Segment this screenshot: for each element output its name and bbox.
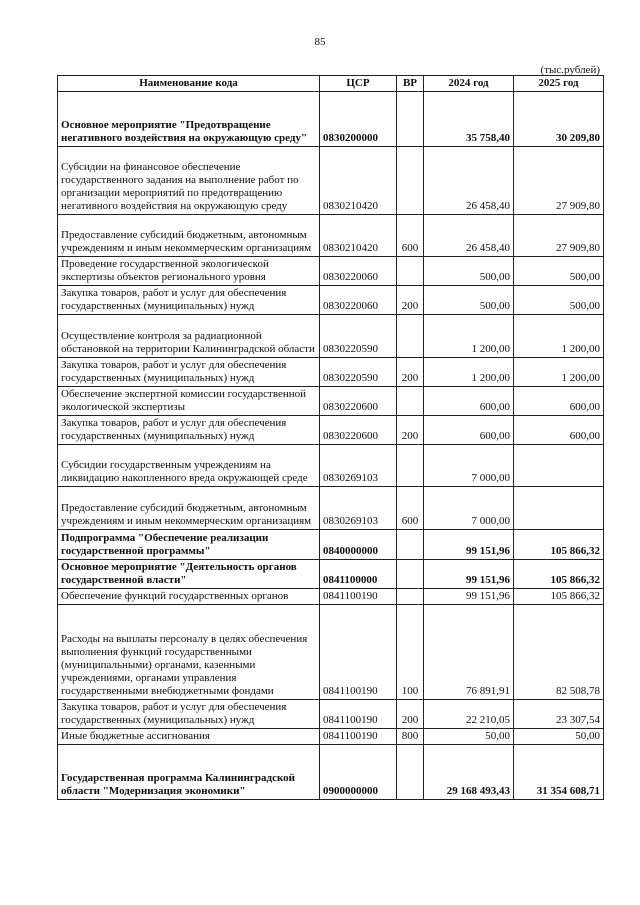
row-csr: 0830200000 [320, 92, 397, 147]
row-vr: 600 [397, 487, 424, 530]
row-2025: 105 866,32 [514, 530, 604, 560]
row-vr: 200 [397, 700, 424, 729]
row-vr [397, 589, 424, 605]
row-name: Основное мероприятие "Предотвращение негативного воздействия на окружающую среду" [58, 92, 320, 147]
row-2024: 99 151,96 [424, 560, 514, 589]
row-vr: 200 [397, 358, 424, 387]
row-vr [397, 560, 424, 589]
header-row [58, 76, 604, 92]
row-2025: 500,00 [514, 257, 604, 286]
row-csr: 0841100190 [320, 700, 397, 729]
row-2025: 1 200,00 [514, 315, 604, 358]
row-csr: 0830220060 [320, 257, 397, 286]
row-2025: 23 307,54 [514, 700, 604, 729]
header-2024: 2024 год [424, 76, 514, 92]
row-vr: 200 [397, 416, 424, 445]
row-2025 [514, 445, 604, 487]
row-name: Предоставление субсидий бюджетным, автономным учреждениям и иным некоммерческим организациям [58, 487, 320, 530]
row-vr [397, 745, 424, 800]
row-2025: 30 209,80 [514, 92, 604, 147]
row-vr [397, 315, 424, 358]
table-row [58, 315, 604, 358]
row-2025: 50,00 [514, 729, 604, 745]
row-2024: 50,00 [424, 729, 514, 745]
budget-table [57, 75, 604, 800]
row-2024: 76 891,91 [424, 605, 514, 700]
header-name: Наименование кода [58, 76, 320, 92]
row-name: Закупка товаров, работ и услуг для обеспечения государственных (муниципальных) нужд [58, 416, 320, 445]
row-2025: 27 909,80 [514, 147, 604, 215]
row-csr: 0830220590 [320, 358, 397, 387]
table-row [58, 387, 604, 416]
table-row [58, 147, 604, 215]
row-name: Закупка товаров, работ и услуг для обеспечения государственных (муниципальных) нужд [58, 358, 320, 387]
row-csr: 0830220600 [320, 416, 397, 445]
row-csr: 0830220600 [320, 387, 397, 416]
row-2025: 105 866,32 [514, 560, 604, 589]
row-name: Субсидии на финансовое обеспечение государственного задания на выполнение работ по организации мероприятий по предотвращению негативного воздействия на окружающую среду [58, 147, 320, 215]
table-row [58, 215, 604, 257]
header-csr: ЦСР [320, 76, 397, 92]
row-name: Основное мероприятие "Деятельность органов государственной власти" [58, 560, 320, 589]
table-row [58, 729, 604, 745]
row-2024: 600,00 [424, 387, 514, 416]
row-csr: 0840000000 [320, 530, 397, 560]
row-name: Обеспечение функций государственных органов [58, 589, 320, 605]
row-csr: 0830269103 [320, 445, 397, 487]
row-2025: 27 909,80 [514, 215, 604, 257]
header-2025: 2025 год [514, 76, 604, 92]
row-2024: 7 000,00 [424, 445, 514, 487]
row-name: Субсидии государственным учреждениям на ликвидацию накопленного вреда окружающей среде [58, 445, 320, 487]
row-name: Закупка товаров, работ и услуг для обеспечения государственных (муниципальных) нужд [58, 700, 320, 729]
row-2024: 1 200,00 [424, 358, 514, 387]
table-row [58, 530, 604, 560]
row-csr: 0830220590 [320, 315, 397, 358]
row-name: Закупка товаров, работ и услуг для обеспечения государственных (муниципальных) нужд [58, 286, 320, 315]
row-2025: 105 866,32 [514, 589, 604, 605]
row-2025: 600,00 [514, 416, 604, 445]
table-row [58, 416, 604, 445]
header-vr: ВР [397, 76, 424, 92]
row-2024: 99 151,96 [424, 530, 514, 560]
row-csr: 0841100190 [320, 605, 397, 700]
row-2024: 26 458,40 [424, 215, 514, 257]
row-name: Государственная программа Калининградской области "Модернизация экономики" [58, 745, 320, 800]
row-csr: 0830210420 [320, 215, 397, 257]
row-csr: 0900000000 [320, 745, 397, 800]
row-2025: 500,00 [514, 286, 604, 315]
table-row [58, 560, 604, 589]
row-vr [397, 147, 424, 215]
row-name: Расходы на выплаты персоналу в целях обеспечения выполнения функций государственными (муниципальными) органами, казенными учреждениями, органами управления государственными внебюджетными фондами [58, 605, 320, 700]
table-row [58, 445, 604, 487]
row-2024: 29 168 493,43 [424, 745, 514, 800]
row-2024: 22 210,05 [424, 700, 514, 729]
row-vr: 800 [397, 729, 424, 745]
row-csr: 0830269103 [320, 487, 397, 530]
row-csr: 0830220060 [320, 286, 397, 315]
row-vr: 600 [397, 215, 424, 257]
row-2025: 31 354 608,71 [514, 745, 604, 800]
row-2025: 600,00 [514, 387, 604, 416]
row-vr: 200 [397, 286, 424, 315]
row-vr [397, 92, 424, 147]
row-2025: 82 508,78 [514, 605, 604, 700]
table-row [58, 257, 604, 286]
row-name: Проведение государственной экологической экспертизы объектов регионального уровня [58, 257, 320, 286]
table-row [58, 605, 604, 700]
row-name: Иные бюджетные ассигнования [58, 729, 320, 745]
row-2024: 500,00 [424, 257, 514, 286]
row-2024: 1 200,00 [424, 315, 514, 358]
row-csr: 0830210420 [320, 147, 397, 215]
row-csr: 0841100190 [320, 729, 397, 745]
row-2025: 1 200,00 [514, 358, 604, 387]
row-vr: 100 [397, 605, 424, 700]
table-row [58, 589, 604, 605]
table-row [58, 286, 604, 315]
table-row [58, 358, 604, 387]
row-name: Предоставление субсидий бюджетным, автономным учреждениям и иным некоммерческим организациям [58, 215, 320, 257]
units-label: (тыс.рублей) [540, 64, 600, 76]
row-name: Подпрограмма "Обеспечение реализации государственной программы" [58, 530, 320, 560]
row-vr [397, 257, 424, 286]
row-2024: 600,00 [424, 416, 514, 445]
row-csr: 0841100000 [320, 560, 397, 589]
row-2024: 500,00 [424, 286, 514, 315]
row-vr [397, 445, 424, 487]
table-row [58, 92, 604, 147]
row-name: Обеспечение экспертной комиссии государственной экологической экспертизы [58, 387, 320, 416]
row-2024: 7 000,00 [424, 487, 514, 530]
table-row [58, 745, 604, 800]
table-row [58, 487, 604, 530]
row-2025 [514, 487, 604, 530]
row-csr: 0841100190 [320, 589, 397, 605]
row-2024: 99 151,96 [424, 589, 514, 605]
row-2024: 35 758,40 [424, 92, 514, 147]
row-2024: 26 458,40 [424, 147, 514, 215]
page-number: 85 [314, 36, 326, 48]
table-row [58, 700, 604, 729]
row-vr [397, 530, 424, 560]
row-name: Осуществление контроля за радиационной обстановкой на территории Калининградской области [58, 315, 320, 358]
row-vr [397, 387, 424, 416]
